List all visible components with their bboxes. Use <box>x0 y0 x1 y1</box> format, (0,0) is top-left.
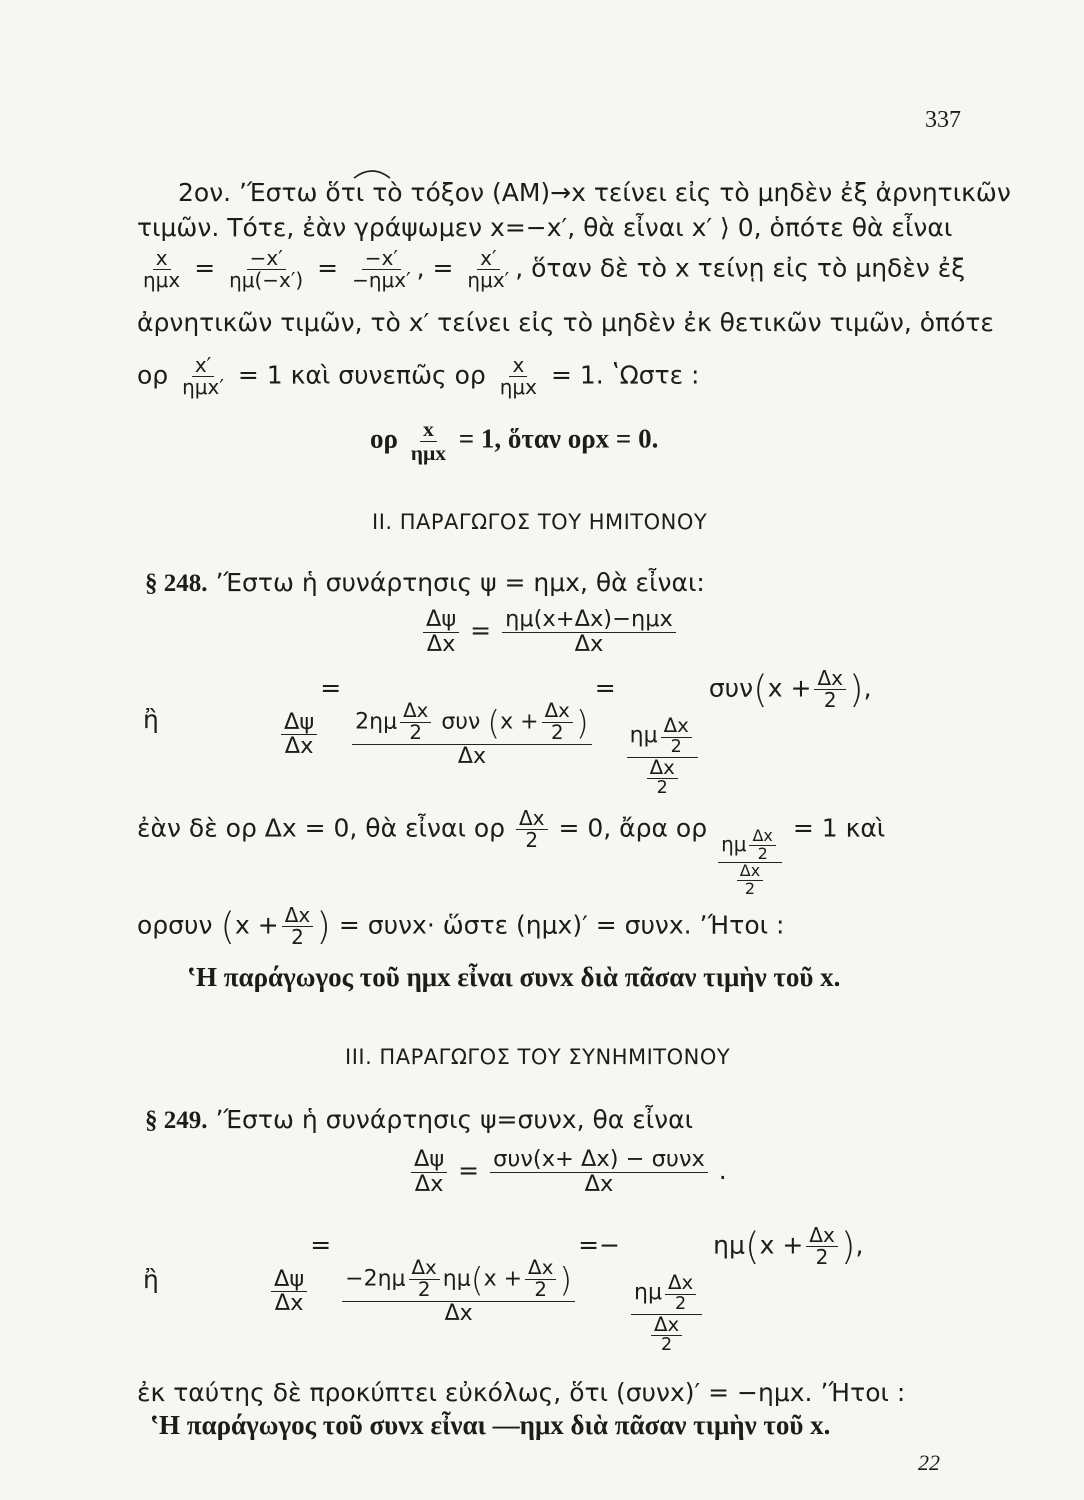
eq-248-2: $\frac{\Delta\psi}{\Delta x}$ = 2ημ $\frac{\Delta x}{2}$ συν (x + $\frac{\Delta x}{2}$ ) Δx = ημ $\frac{\Delta x}{2}$ $\frac{\Delta x}{2}$ συν(x + $\frac{\Delta x}{2}$ ), <box>278 668 872 798</box>
text: ορσυν <box>137 910 213 940</box>
arc-symbol-icon <box>352 166 392 180</box>
text: ʼΈστω ἡ συνάρτησις ψ = ημx, θὰ εἶναι: <box>215 568 705 597</box>
fraction-large <box>352 701 592 768</box>
fraction <box>737 863 763 898</box>
eq-248-2-eta: ἢ <box>143 705 159 734</box>
fraction <box>411 1148 447 1196</box>
para-249-intro <box>145 1105 693 1136</box>
section-heading-sine: II. ΠΑΡΑΓΩΓΟΣ ΤΟΥ ΗΜΙΤΟΝΟΥ <box>372 510 708 534</box>
numerator: Δx <box>651 1315 682 1337</box>
denominator: Δx <box>426 630 456 657</box>
section-heading-cosine: III. ΠΑΡΑΓΩΓΟΣ ΤΟΥ ΣΥΝΗΜΙΤΟΝΟΥ <box>345 1045 731 1069</box>
numerator: x <box>509 355 527 377</box>
denominator: 2 <box>550 721 564 744</box>
paren: ( <box>753 666 768 711</box>
numerator <box>718 825 782 864</box>
fraction <box>502 608 676 656</box>
sheet-number: 22 <box>918 1450 940 1475</box>
text: = 1 καὶ <box>792 813 886 843</box>
denominator: Δx <box>274 1290 304 1317</box>
denominator: 2 <box>815 1245 829 1269</box>
conclusion-line: ἐκ ταύτης δὲ προκύπτει εὐκόλως, ὅτι (συνx)′ = −ημx. ʼΉτοι : <box>137 1378 906 1407</box>
numerator: Δx <box>400 701 431 723</box>
text: ορ <box>137 360 169 390</box>
fraction <box>400 701 431 744</box>
text: , ὅταν δὲ τὸ x τείνῃ εἰς τὸ μηδὲν ἐξ <box>515 253 966 283</box>
denominator: Δx <box>444 1300 473 1326</box>
para-2on-line3: $\frac{x}{\text{ημx}}$ = $\frac{-x'}{\eta\mu(-x')}$ = $\frac{-x'}{\text{−ημx′}}$ , = $\frac{x'}{\text{ημx′}}$ , ὅταν δὲ τὸ x τείνῃ εἰς τὸ μηδὲν ἐξ <box>137 248 965 291</box>
denominator: 2 <box>656 778 668 799</box>
text: ἐὰν δὲ ορ Δx = 0, θὰ εἶναι ορ <box>137 813 506 843</box>
numerator: Δx <box>409 1258 440 1280</box>
text: ημ <box>721 831 747 856</box>
para-248-intro <box>145 568 705 599</box>
text: x + <box>500 709 539 735</box>
numerator: Δx <box>647 758 678 780</box>
text: ʼΈστω ἡ συνάρτησις ψ=συνx, θα εἶναι <box>215 1105 694 1134</box>
denominator <box>731 863 769 898</box>
numerator: Δx <box>749 828 775 846</box>
numerator: συν(x+ Δx) − συνx <box>490 1148 708 1173</box>
paragraph-number: § 248. <box>145 570 208 597</box>
numerator: Δψ <box>281 711 317 736</box>
denominator: 2 <box>674 1294 687 1315</box>
text: x + <box>767 673 812 703</box>
numerator: Δψ <box>271 1268 307 1293</box>
numerator: −x′ <box>362 248 401 270</box>
paren: ) <box>316 903 331 948</box>
eq-249-1: $\frac{\Delta\psi}{\Delta x}$ = $\frac{\text{συν(x+ Δx) − συνx}}{\Delta x}$ . <box>408 1148 727 1196</box>
para-2on-line1 <box>178 178 1011 208</box>
denominator: ημ(−x′) <box>229 268 304 292</box>
text: ημ <box>713 1230 745 1260</box>
denominator: 2 <box>534 1278 547 1301</box>
numerator: ημ(x+Δx)−ημx <box>502 608 676 633</box>
paren: ( <box>487 703 501 742</box>
text: )→x τείνει εἰς τὸ μηδὲν ἐξ ἀρνητικῶν <box>540 178 1011 207</box>
fraction <box>516 808 548 851</box>
fraction <box>497 355 540 398</box>
text: x + <box>235 910 279 940</box>
paren: ( <box>220 903 236 948</box>
limit-line <box>137 808 885 898</box>
numerator: −x′ <box>247 248 286 270</box>
eq-249-2: $\frac{\Delta\psi}{\Delta x}$ = −2ημ $\frac{\Delta x}{2}$ ημ(x + $\frac{\Delta x}{2}$ ) Δx =− ημ $\frac{\Delta x}{2}$ $\frac{\Delta x}{2}$ ημ(x + $\frac{\Delta x}{2}$ ), <box>268 1225 863 1355</box>
para-2on-line4: ἀρνητικῶν τιμῶν, τὸ x′ τείνει εἰς τὸ μηδὲν ἐκ θετικῶν τιμῶν, ὁπότε <box>137 308 994 337</box>
fraction <box>525 1258 556 1301</box>
denominator: 2 <box>744 879 756 899</box>
result-formula <box>370 418 658 464</box>
numerator: Δx <box>806 1225 838 1247</box>
fraction <box>281 708 317 760</box>
fraction <box>647 755 678 799</box>
denominator: 2 <box>409 721 422 744</box>
numerator: Δx <box>665 1273 696 1295</box>
text: 2ημ <box>355 709 398 735</box>
fraction <box>271 1265 307 1317</box>
fraction <box>226 248 306 291</box>
fraction <box>179 355 227 398</box>
numerator: Δx <box>814 668 846 690</box>
numerator: Δψ <box>423 608 459 633</box>
paren: ( <box>470 1260 484 1299</box>
fraction <box>661 716 692 756</box>
numerator: Δx <box>737 863 763 881</box>
fraction <box>349 248 414 291</box>
numerator <box>342 1258 575 1302</box>
paren: ( <box>744 1223 760 1268</box>
fraction-large <box>342 1258 575 1325</box>
denominator: ημx′ <box>182 375 224 399</box>
denominator: Δx <box>574 630 604 657</box>
numerator: Δx <box>282 905 314 927</box>
text: συν <box>441 709 481 735</box>
denominator: ημx <box>499 375 537 399</box>
numerator <box>627 716 698 757</box>
denominator: Δx <box>584 1170 614 1197</box>
text: ημ <box>629 723 658 749</box>
numerator <box>352 701 592 745</box>
numerator: Δx <box>516 808 548 830</box>
denominator: ημx <box>143 268 181 292</box>
denominator: 2 <box>525 828 539 852</box>
fraction <box>665 1273 696 1313</box>
fraction <box>542 701 573 744</box>
fraction-large <box>718 825 782 899</box>
fraction <box>749 825 775 863</box>
orsyn-line <box>137 905 784 948</box>
paren: ) <box>559 1260 573 1299</box>
text: x + <box>483 1266 523 1292</box>
text: = 0, ἄρα ορ <box>558 813 708 843</box>
denominator: Δx <box>284 733 314 760</box>
fraction <box>408 418 449 464</box>
text: ημ <box>442 1266 471 1292</box>
numerator: x′ <box>477 248 499 270</box>
paren: ) <box>575 703 589 742</box>
theorem-cosine: ʽΗ παράγωγος τοῦ συνx εἶναι —ημx διὰ πᾶσαν τιμὴν τοῦ x. <box>150 1410 831 1440</box>
numerator: Δψ <box>411 1148 447 1173</box>
paren: ) <box>848 666 864 711</box>
fraction-large <box>627 716 698 798</box>
numerator: Δx <box>525 1258 556 1280</box>
page-number: 337 <box>925 107 961 133</box>
fraction <box>423 608 459 656</box>
denominator: ημx <box>410 440 447 465</box>
numerator: Δx <box>542 701 573 723</box>
denominator: 2 <box>291 925 304 949</box>
denominator: 2 <box>823 688 837 712</box>
paragraph-number: § 249. <box>145 1107 208 1134</box>
fraction <box>409 1258 440 1301</box>
paren: ) <box>840 1223 856 1268</box>
denominator: 2 <box>670 737 682 758</box>
para-2on-line2: τιμῶν. Τότε, ἐὰν γράψωμεν x=−x′, θὰ εἶναι x′ ⟩ 0, ὁπότε θὰ εἶναι <box>137 213 953 242</box>
text: ορ <box>370 423 398 454</box>
fraction <box>814 668 846 711</box>
para-2on-line5 <box>137 355 699 398</box>
denominator: 2 <box>417 1278 431 1301</box>
eq-248-1: $\frac{\Delta\psi}{\Delta x}$ = $\frac{\text{ημ(x+Δx)−ημx}}{\Delta x}$ <box>420 608 679 656</box>
fraction <box>140 248 183 291</box>
fraction <box>282 905 314 948</box>
text: συν <box>708 673 754 703</box>
text: −2ημ <box>345 1266 406 1292</box>
fraction <box>806 1225 838 1268</box>
numerator: Δx <box>661 716 692 738</box>
text: = 1. ʽΩστε : <box>550 360 700 390</box>
text: = συνx· ὥστε (ημx)′ = συνx. ʼΉτοι : <box>338 910 785 940</box>
text: ημ <box>634 1280 662 1306</box>
denominator: ημx′ <box>467 268 510 292</box>
numerator <box>631 1273 702 1314</box>
fraction <box>464 248 512 291</box>
denominator: 2 <box>757 843 768 863</box>
denominator: 2 <box>661 1335 673 1356</box>
fraction-large <box>631 1273 702 1355</box>
denominator: Δx <box>414 1170 444 1197</box>
denominator: −ημx′ <box>352 268 411 292</box>
arc-label: AM <box>501 178 541 207</box>
denominator <box>645 1312 688 1356</box>
fraction <box>651 1312 682 1356</box>
text: = 1, ὅταν ορx = 0. <box>458 423 659 454</box>
numerator: x′ <box>192 355 214 377</box>
numerator: x <box>153 248 171 270</box>
text: 2ον. ʼΈστω ὅτι τὸ τόξον ( <box>178 178 502 207</box>
denominator <box>641 755 684 799</box>
numerator: x <box>420 418 437 442</box>
denominator: Δx <box>457 743 486 769</box>
eq-249-2-eta: ἢ <box>143 1265 159 1294</box>
text: = 1 καὶ συνεπῶς ορ <box>237 360 486 390</box>
fraction <box>490 1148 708 1196</box>
text: x + <box>759 1230 804 1260</box>
theorem-sine: ʽΗ παράγωγος τοῦ ημx εἶναι συνx διὰ πᾶσαν τιμὴν τοῦ x. <box>187 962 841 992</box>
